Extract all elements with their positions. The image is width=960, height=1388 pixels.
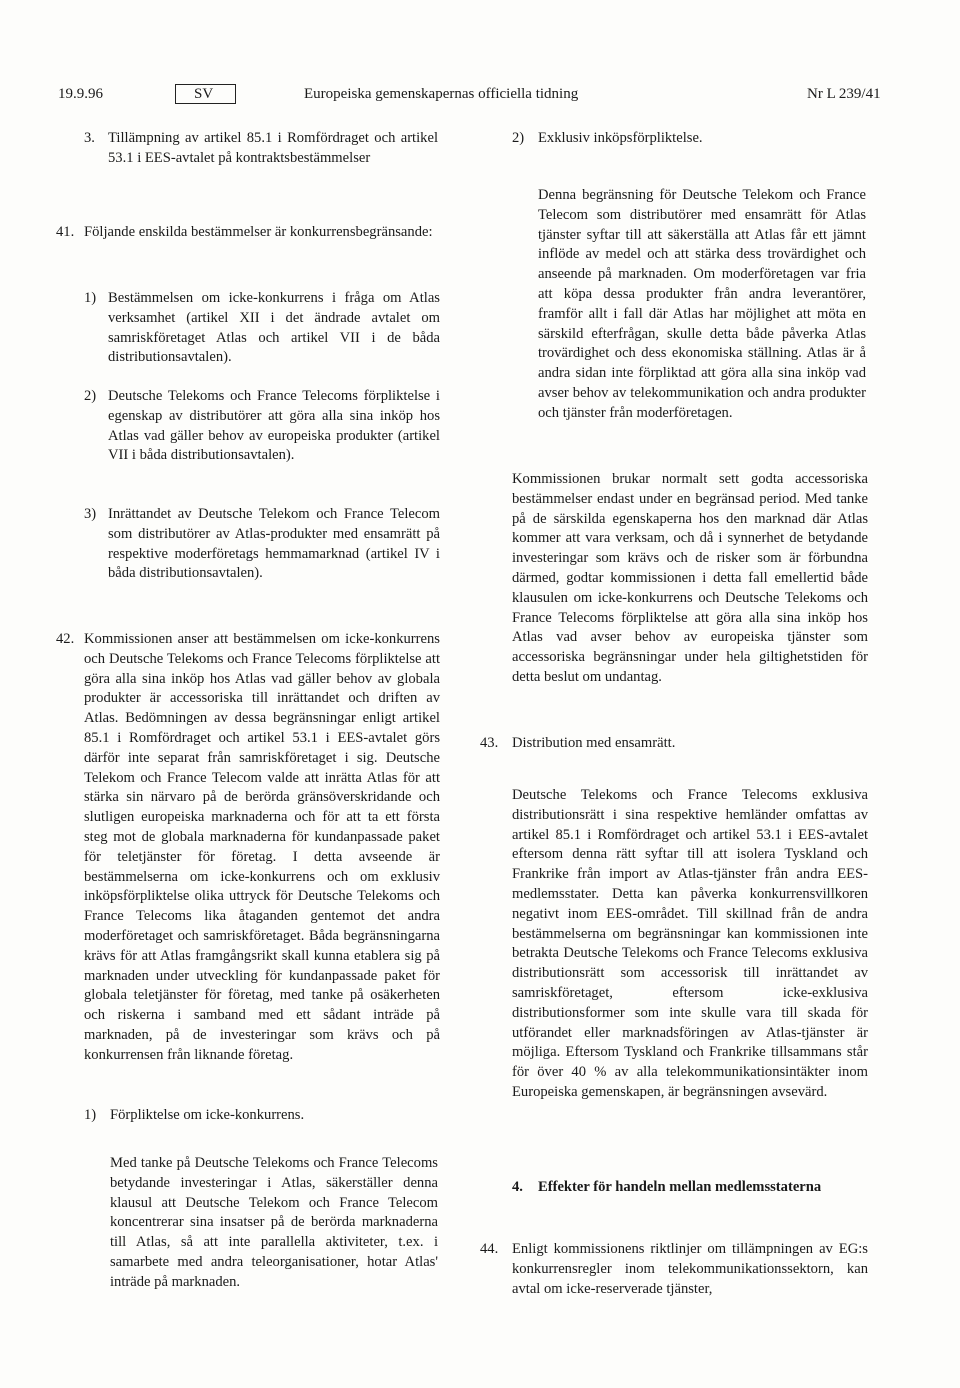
section-3-number: 3. (84, 130, 95, 146)
section-4-number: 4. (512, 1179, 523, 1195)
section-4-title: Effekter för handeln mellan medlemsstaterna (538, 1179, 822, 1195)
page-header (0, 86, 960, 110)
language-box: SV (175, 84, 236, 104)
paragraph-42-number: 42. (56, 631, 75, 647)
subitem-1-heading: Förpliktelse om icke-konkurrens. (110, 1107, 305, 1123)
paragraph-41-number: 41. (56, 224, 75, 240)
publication-title: Europeiska gemenskapernas officiella tidning (304, 86, 579, 102)
item-1-number: 1) (84, 290, 97, 306)
subitem-1-number: 1) (84, 1107, 97, 1123)
item-2-text: Deutsche Telekoms och France Telecoms förpliktelse i egenskap av distributörer att göra alla sina inköp hos Atlas vad gäller behov av europeiska produkter (artikel VII i båda distributionsavtalen). (108, 388, 440, 464)
issue-number: Nr L 239/41 (807, 86, 881, 102)
subitem-2-number: 2) (512, 130, 525, 146)
paragraph-43-number: 43. (480, 735, 499, 751)
paragraph-42-text: Kommissionen anser att bestämmelsen om icke-konkurrens och Deutsche Telekoms och France Telecoms förpliktelse att göra alla sina inköp hos Atlas vad gäller behov av globala produkter är accessoriska till inrättandet och driften av Atlas. Bedömningen av dessa begränsningar enligt artikel 85.1 i Romfördraget och artikel 53.1 i EES-avtalet görs därför inte separat från samriskföretaget i sig. Deutsche Telekom och France Telecom valde att inrätta Atlas för att stärka sin närvaro på de berörda gränsöverskridande och slutligen europeiska marknaderna och för att ta ett första steg mot de globala marknaderna för kundanpassade paket för teletjänster för företag. I detta avseende är bestämmelserna om icke-konkurrens och om exklusiv inköpsförpliktelse olika uttryck för Deutsche Telekoms och France Telecoms lika åtaganden gentemot det andra moderföretaget och samriskföretaget. Båda begränsningarna krävs för att Atlas framgångsrikt skall kunna etablera sig på marknaden under utveckling för kundanpassade paket för globala teletjänster för företag, med tanke på osäkerheten och riskerna i samband med ett sådant inträde på marknaden, på de investeringar som krävs och på konkurrensen från liknande företag. (84, 631, 440, 1063)
paragraph-43-heading: Distribution med ensamrätt. (512, 735, 676, 751)
header-date: 19.9.96 (58, 86, 103, 102)
section-3-title: Tillämpning av artikel 85.1 i Romfördraget och artikel 53.1 i EES-avtalet på kontraktsbestämmelser (108, 130, 438, 166)
item-3-text: Inrättandet av Deutsche Telekom och France Telecom som distributörer av Atlas-produkter med ensamrätt på respektive moderföretags hemmamarknad (artikel IV i båda distributionsavtalen). (108, 506, 440, 582)
subitem-2-body: Denna begränsning för Deutsche Telekom och France Telecom som distributörer med ensamrätt för Atlas tjänster syftar till att säkerställa att Atlas får ett jämnt inflöde av medel och att stärka dess trovärdighet och anseende på marknaden. Om moderföretagen var fria att köpa dessa produkter från andra leverantörer, framför allt i fall där Atlas har möjlighet att möta en särskild efterfrågan, skulle detta både påverka Atlas trovärdighet och dess ekonomiska ställning. Atlas är å andra sidan inte förpliktad att göra alla sina inköp vad avser behov av telekommunikation och andra produkter och tjänster från moderföretagen. (538, 187, 866, 421)
item-1-text: Bestämmelsen om icke-konkurrens i fråga om Atlas verksamhet (artikel XII i det ändrade avtalet om samriskföretaget Atlas och artikel VII i de båda distributionsavtalen). (108, 290, 440, 366)
subitem-2-heading: Exklusiv inköpsförpliktelse. (538, 130, 703, 146)
paragraph-43-body: Deutsche Telekoms och France Telecoms exklusiva distributionsrätt i sina respektive hemländer omfattas av artikel 85.1 i Romfördraget och artikel 53.1 i EES-avtalet eftersom denna rätt syftar till att isolera Tyskland och Frankrike från import av Atlas-tjänster från andra EES-medlemsstater. Detta kan påverka konkurrensvillkoren negativt inom EES-området. Till skillnad från de andra bestämmelserna om begränsningar kan kommissionen inte betrakta Deutsche Telekoms och France Telecoms exklusiva distributionsrätt som accessorisk till inrättandet av samriskföretaget, eftersom icke-exklusiva distributionsformer som inte skulle vara till skada för utförandet eller marknadsföringen av Atlas-tjänster är möjliga. Eftersom Tyskland och Frankrike tillsammans står för över 40 % av alla telekommunikationsintäkter inom Europeiska gemenskapen, är begränsningen avsevärd. (512, 787, 868, 1100)
commission-paragraph: Kommissionen brukar normalt sett godta accessoriska bestämmelser endast under en begränsad period. Med tanke på de särskilda egenskaperna hos den marknad där Atlas kommer att vara verksam, och då i synnerhet de betydande investeringar som krävs och de risker som är förbundna därmed, godtar kommissionen i detta fall emellertid både klausulen om icke-konkurrens och Deutsche Telekoms och France Telecoms förpliktelse att göra alla sina inköp hos Atlas vad avser behov av europeiska tjänster som accessoriska begränsningar under hela giltighetstiden för detta beslut om undantag. (512, 471, 868, 685)
paragraph-41-text: Följande enskilda bestämmelser är konkurrensbegränsande: (84, 224, 433, 240)
item-3-number: 3) (84, 506, 97, 522)
subitem-1-body: Med tanke på Deutsche Telekoms och France Telecoms betydande investeringar i Atlas, säkerställer denna klausul att Deutsche Telekom och France Telecom koncentrerar sina insatser på de berörda marknaderna till Atlas, så att inte parallella aktiviteter, t.ex. i samarbete med andra teleorganisationer, hotar Atlas' inträde på marknaden. (110, 1155, 438, 1290)
paragraph-44-number: 44. (480, 1241, 499, 1257)
paragraph-44-text: Enligt kommissionens riktlinjer om tillämpningen av EG:s konkurrensregler inom telekommunikationssektorn, kan avtal om icke-reserverade tjänster, (512, 1241, 868, 1297)
item-2-number: 2) (84, 388, 97, 404)
